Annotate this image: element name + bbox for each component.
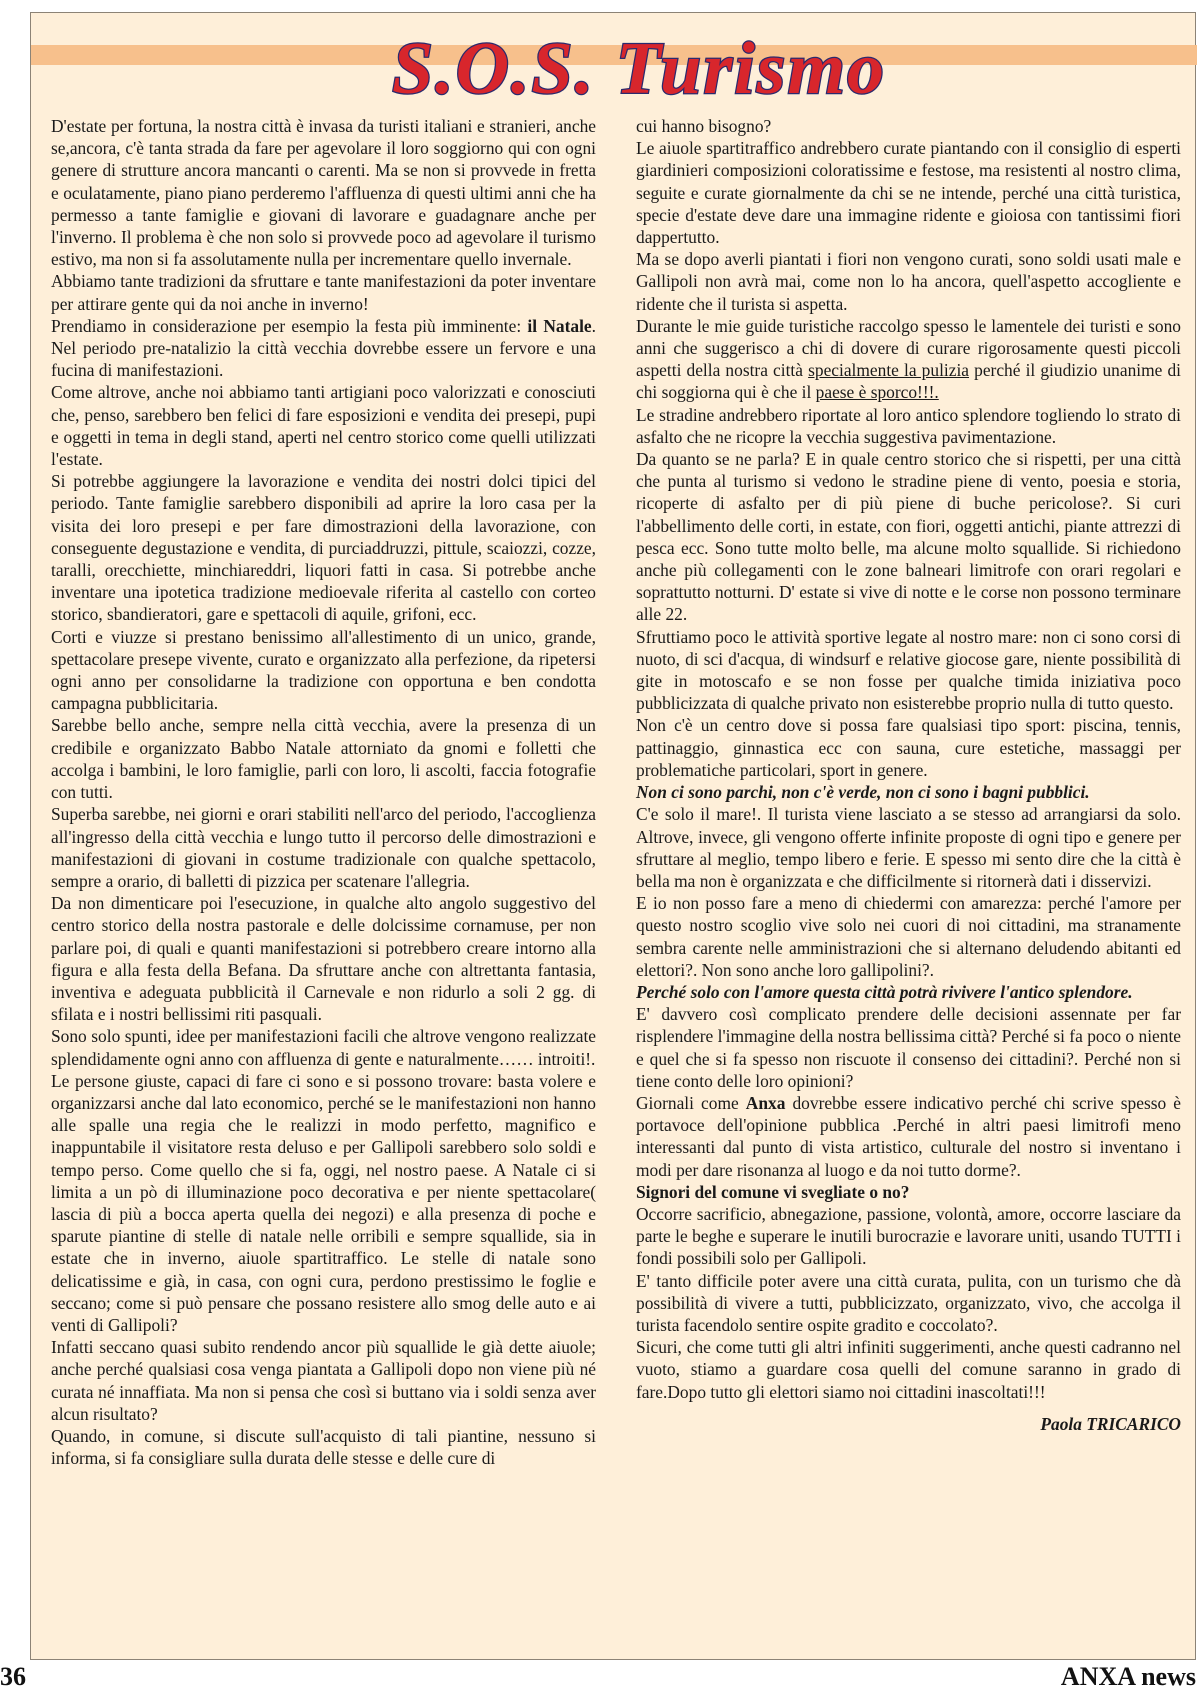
paragraph: Sfruttiamo poco le attività sportive legate al nostro mare: non ci sono corsi di nuoto, di sci d'acqua, di windsurf e relative giocose gare, niente possibilità di gite in motoscafo e se non fosse per qualche timida iniziativa poco pubblicizzata di qualche privato non esisterebbe proprio nulla di tutto questo. (636, 626, 1181, 714)
paragraph: Si potrebbe aggiungere la lavorazione e vendita dei nostri dolci tipici del periodo. Tante famiglie sarebbero disponibili ad aprire la loro casa per la visita dei loro presepi e per fare dimostrazioni della lavorazione, con conseguente degustazione e vendita, di purciaddruzzi, pittule, scaiozzi, cozze, taralli, orecchiette, minchiareddri, liquori fatti in casa. Si potrebbe anche inventare una ipotetica tradizione medioevale riferita al castello con corteo storico, sbandieratori, gare e spettacoli di aquile, grifoni, ecc. (51, 471, 596, 625)
title-graphic (341, 21, 941, 113)
paragraph: Abbiamo tante tradizioni da sfruttare e tante manifestazioni da poter inventare per attirare gente qui da noi anche in inverno! (51, 271, 596, 314)
paragraph: E io non posso fare a meno di chiedermi con amarezza: perché l'amore per questo nostro scoglio vive solo nei cuori di noi cittadini, ma stranamente sembra carente nelle amministrazioni che si alternano deludendo abitanti ed elettori?. Non sono anche loro gallipolini?. (636, 893, 1181, 980)
article-body (51, 115, 1181, 1469)
paragraph-text: dovrebbe essere indicativo perché chi scrive spesso è portavoce dell'opinione pubblica .Perché in altri paesi limitrofi meno interessanti dal punto di vista artistico, culturale del nostro si inventano i modi per dare risonanza al luogo e da noi tutto dorme?. (636, 1092, 1181, 1180)
paragraph: Le stradine andrebbero riportate al loro antico splendore togliendo lo strato di asfalto che ne ricopre la vecchia suggestiva pavimentazione. (636, 404, 1181, 447)
paragraph: Da non dimenticare poi l'esecuzione, in qualche alto angolo suggestivo del centro storico della nostra pastorale e delle dolcissime cornamuse, per non parlare poi, di quali e quanti manifestazioni si potrebbero creare intorno alla figura e alla festa della Befana. Da sfruttare anche con altrettanta fantasia, inventiva e adeguata pubblicità il Carnevale e non ridurlo a soli 2 gg. di sfilata e i nostri bellissimi riti pasquali. (51, 893, 596, 1025)
paragraph-text: Giornali come (636, 1092, 746, 1113)
paragraph: E' davvero così complicato prendere delle decisioni assennate per far risplendere l'immagine della nostra bellissima città? Perché si fa poco o niente e quel che si fa spesso non riscuote il consenso dei cittadini?. Perché non si tiene conto delle loro opinioni? (636, 1004, 1181, 1091)
page-number: 36 (0, 1662, 26, 1691)
paragraph-text: Durante le mie guide turistiche raccolgo spesso le lamentele dei turisti e sono anni che suggerisco a chi di dovere di curare rigorosamente questi piccoli aspetti della nostra città (636, 315, 1181, 381)
paragraph: Prendiamo in considerazione per esempio la festa più imminente: il Natale. Nel periodo pre-natalizio la città vecchia dovrebbe essere un fervore e una fucina di manifestazioni. (51, 315, 596, 381)
paragraph-text: Prendiamo in considerazione per esempio la festa più imminente: (51, 315, 528, 336)
paragraph-text: perché il giudizio unanime di chi soggiorna qui è che il (636, 360, 1182, 403)
author-signature: Paola TRICARICO (1040, 1413, 1181, 1434)
paragraph (636, 1092, 1181, 1181)
paragraph: Sicuri, che come tutti gli altri infiniti suggerimenti, anche questi cadranno nel vuoto, stiamo a guardare cosa quelli del comune saranno in grado di fare.Dopo tutto gli elettori siamo noi cittadini inascoltati!!! (636, 1337, 1181, 1402)
paragraph: Infatti seccano quasi subito rendendo ancor più squallide le già dette aiuole; anche perché qualsiasi cosa venga piantata a Gallipoli dopo non viene più né curata né innaffiata. Ma non si pensa che così si buttano via i soldi senza aver alcun risultato? (51, 1337, 596, 1424)
emphasis-line: Non ci sono parchi, non c'è verde, non ci sono i bagni pubblici. (636, 782, 1090, 803)
paragraph: Superba sarebbe, nei giorni e orari stabiliti nell'arco del periodo, l'accoglienza all'ingresso della città vecchia e lungo tutto il percorso delle dimostrazioni e manifestazioni di giovani in costume tradizionale con qualche spettacolo, sempre a orario, di balletti di pizzica per scatenare l'allegria. (51, 804, 596, 891)
paragraph: cui hanno bisogno? (636, 116, 772, 136)
paragraph: Sono solo spunti, idee per manifestazioni facili che altrove vengono realizzate splendidamente ogni anno con affluenza di gente e naturalmente…… introiti!. (51, 1026, 596, 1069)
paragraph: Occorre sacrificio, abnegazione, passione, volontà, amore, occorre lasciare da parte le beghe e superare le inutili burocrazie e lavorare uniti, usando TUTTI i fondi possibili solo per Gallipoli. (636, 1203, 1181, 1269)
paragraph: Le aiuole spartitraffico andrebbero curate piantando con il consiglio di esperti giardinieri composizioni coloratissime e festose, ma resistenti al nostro clima, seguite e curate giornalmente da chi se ne intende, perché una città turistica, specie d'estate deve dare una immagine ridente e gioiosa con tantissimi fiori dappertutto. (636, 138, 1181, 248)
paragraph: Come altrove, anche noi abbiamo tanti artigiani poco valorizzati e conosciuti che, penso, sarebbero ben felici di fare esposizioni e vendita dei presepi, pupi e oggetti in tema in degli stand, aperti nel centro storico come quelli utilizzati l'estate. (51, 382, 596, 470)
left-column (51, 115, 596, 1469)
bold-phrase: Anxa (745, 1092, 786, 1113)
underlined-phrase: paese è sporco!!!. (815, 382, 939, 403)
bold-phrase: il Natale (527, 315, 592, 336)
paragraph: Quando, in comune, si discute sull'acquisto di tali piantine, nessuno si informa, si fa consigliare sulla durata delle stesse e delle cure di (51, 1425, 596, 1469)
paragraph: D'estate per fortuna, la nostra città è invasa da turisti italiani e stranieri, anche se,ancora, c'è tanta strada da fare per agevolare il loro soggiorno qui con ogni genere di strutture ancora mancanti o carenti. Ma se non si provvede in fretta e oculatamente, piano piano perderemo l'affluenza di questi ultimi anni che ha permesso a tante famiglie e giovani di lavorare e guadagnare anche per l'inverno. Il problema è che non solo si provvede poco ad agevolare il turismo estivo, ma non si fa assolutamente nulla per incrementare quello invernale. (51, 116, 596, 270)
right-column (636, 115, 1181, 1469)
emphasis-line: Perché solo con l'amore questa città potrà rivivere l'antico splendore. (636, 981, 1133, 1002)
article-title (341, 21, 941, 113)
paragraph: E' tanto difficile poter avere una città curata, pulita, con un turismo che dà possibilità di vivere a tutti, pubblicizzato, organizzato, vivo, che accolga il turista facendolo sentire ospite gradito e coccolato?. (636, 1270, 1181, 1335)
paragraph: Ma se dopo averli piantati i fiori non vengono curati, sono soldi usati male e Gallipoli non avrà mai, come non lo ha ancora, quell'aspetto accogliente e ridente che il turista si aspetta. (636, 249, 1181, 314)
title-text: S.O.S. Turismo (391, 28, 887, 110)
paragraph (636, 315, 1181, 404)
paragraph-text: Nel periodo pre-natalizio la città vecchia dovrebbe essere un fervore e una fucina di manifestazioni. (51, 338, 596, 381)
paragraph: Le persone giuste, capaci di fare ci sono e si possono trovare: basta volere e organizzarsi anche dal lato economico, perché se le manifestazioni non hanno alle spalle una regia che le realizzi in modo perfetto, magnifico e inappuntabile il visitatore resta deluso e per Gallipoli sarebbero solo soldi e tempo perso. Come quello che si fa, oggi, nel nostro paese. A Natale ci si limita a un pò di illuminazione poco decorativa e per niente spettacolare( lascia di più a bocca aperta quella dei negozi) e alla presenza di poche e sparute piantine di stelle di natale nelle orribili e sempre squallide, sia in estate che in inverno, aiuole spartitraffico. Le stelle di natale sono delicatissime e già, in casa, con ogni cura, perdono prestissimo le foglie e seccano; come si può pensare che possano resistere allo smog delle auto e ai venti di Gallipoli? (51, 1070, 596, 1335)
magazine-name: ANXA news (1060, 1662, 1196, 1691)
paragraph: Corti e viuzze si prestano benissimo all'allestimento di un unico, grande, spettacolare presepe vivente, curato e organizzato alla perfezione, da ripetersi ogni anno per consolidarne la tradizione con opportuna e ben condotta campagna pubblicitaria. (51, 626, 596, 714)
page-footer (0, 1662, 1200, 1696)
paragraph: Sarebbe bello anche, sempre nella città vecchia, avere la presenza di un credibile e organizzato Babbo Natale attorniato da gnomi e folletti che accolga i bambini, le loro famiglie, parli con loro, li ascolti, faccia fotografie con tutti. (51, 715, 596, 803)
paragraph: Da quanto se ne parla? E in quale centro storico che si rispetti, per una città che punta al turismo si vedono le stradine piene di vento, poesia e storia, ricoperte di asfalto per di più piene di buche pericolose?. Si curi l'abbellimento delle corti, in estate, con fiori, oggetti antichi, piante attrezzi di pesca ecc. Sono tutte molto belle, ma alcune molto squallide. Si richiedono anche più collegamenti con le zone balneari limitrofe con orari regolari e soprattutto notturni. D' estate si vive di notte e le corse non possono terminare alle 22. (636, 449, 1181, 625)
underlined-phrase: specialmente la pulizia (808, 360, 969, 381)
paragraph: Non c'è un centro dove si possa fare qualsiasi tipo sport: piscina, tennis, pattinaggio, ginnastica ecc con sauna, cure estetiche, massaggi per problematiche particolari, sport in genere. (636, 715, 1181, 780)
article-panel (30, 12, 1196, 1660)
subheading: Signori del comune vi svegliate o no? (636, 1181, 910, 1202)
paragraph: C'e solo il mare!. Il turista viene lasciato a se stesso ad arrangiarsi da solo. Altrove, invece, gli vengono offerte infinite proposte di ogni tipo e genere per sfruttare al meglio, tempo libero e ferie. E spesso mi sento dire che la città è bella ma non è organizzata e che difficilmente si ritornerà dati i disservizi. (636, 804, 1181, 891)
